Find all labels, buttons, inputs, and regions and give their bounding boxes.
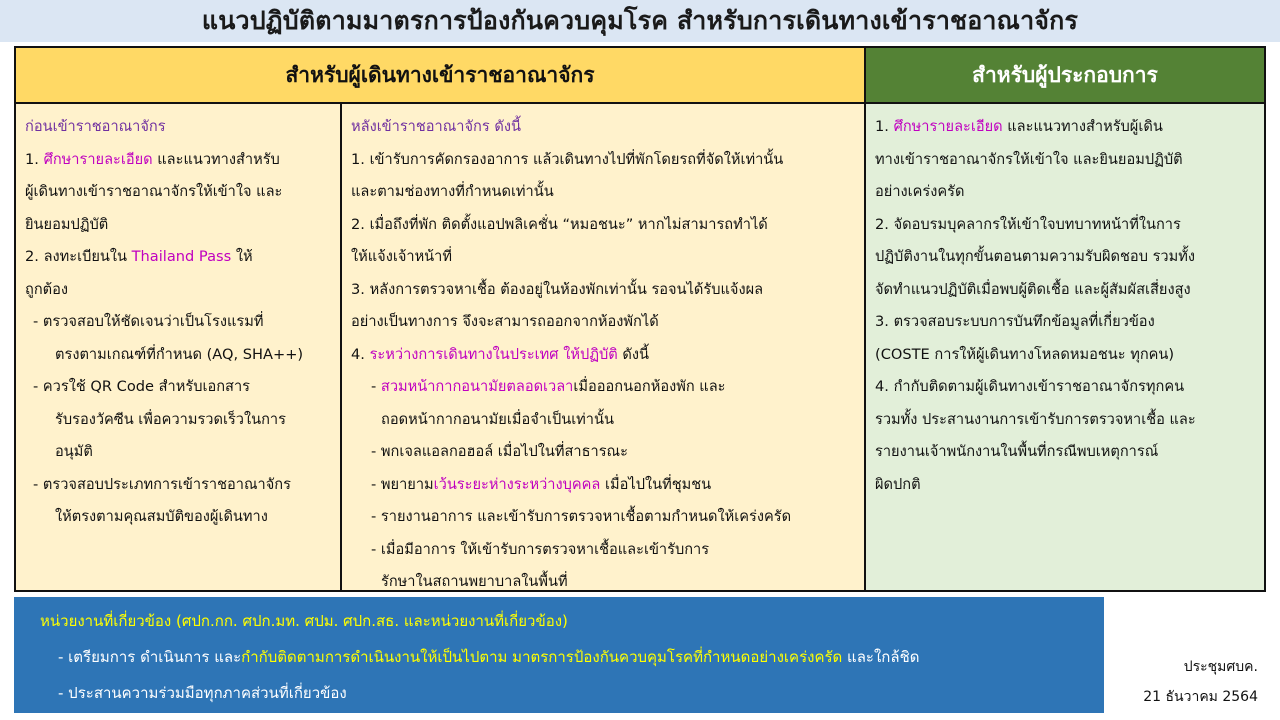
after-entry-item-3: 3. หลังการตรวจหาเชื้อ ต้องอยู่ในห้องพักเท่านั้น รอจนได้รับแจ้งผล <box>351 280 764 298</box>
highlight-study-details: ศึกษารายละเอียด <box>893 118 1003 135</box>
sub-bullet-distance <box>351 469 856 502</box>
item-text: 2. ลงทะเบียนใน <box>25 248 132 265</box>
after-entry-item-2: 2. เมื่อถึงที่พัก ติดตั้งแอปพลิเคชั่น “หมอชนะ” หากไม่สามารถทำได้ <box>351 215 768 233</box>
before-entry-item-2 <box>25 241 332 274</box>
meeting-note <box>1143 652 1258 712</box>
bullet-dash: - <box>371 378 381 395</box>
highlight-domestic-travel: ระหว่างการเดินทางในประเทศ ให้ปฏิบัติ <box>369 345 618 363</box>
bullet-qr-code: - ควรใช้ QR Code สำหรับเอกสาร <box>33 378 250 395</box>
operators-item-3: 3. ตรวจสอบระบบการบันทึกข้อมูลที่เกี่ยวข้อง <box>875 313 1155 330</box>
before-entry-item-2-line-2: ถูกต้อง <box>25 280 69 298</box>
highlight-distancing: เว้นระยะห่างระหว่างบุคคล <box>433 475 601 493</box>
operators-item-4: 4. กำกับติดตามผู้เดินทางเข้าราชอาณาจักรทุกคน <box>875 378 1185 395</box>
item-number: 1. <box>875 118 894 135</box>
highlight-study-details: ศึกษารายละเอียด <box>43 150 153 168</box>
sub-bullet-mask-line-2: ถอดหน้ากากอนามัยเมื่อจำเป็นเท่านั้น <box>381 410 614 428</box>
operators-item-1-line-2: ทางเข้าราชอาณาจักรให้เข้าใจ และยินยอมปฏิบัติ <box>875 150 1183 168</box>
header-travelers-label: สำหรับผู้เดินทางเข้าราชอาณาจักร <box>285 62 595 87</box>
after-entry-item-3-line-2: อย่างเป็นทางการ จึงจะสามารถออกจากห้องพักได้ <box>351 313 659 330</box>
operators-item-2-line-3: จัดทำแนวปฏิบัติเมื่อพบผู้ติดเชื้อ และผู้สัมผัสเสี่ยงสูง <box>875 280 1191 298</box>
highlight-wear-mask: สวมหน้ากากอนามัยตลอดเวลา <box>380 378 574 395</box>
bullet-entry-type: - ตรวจสอบประเภทการเข้าราชอาณาจักร <box>33 475 291 493</box>
agencies-line-1 <box>40 639 1090 675</box>
before-entry-item-1-line-3: ยินยอมปฏิบัติ <box>25 215 109 233</box>
operators-item-2: 2. จัดอบรมบุคลากรให้เข้าใจบทบาทหน้าที่ในการ <box>875 215 1181 233</box>
agencies-line-2: - ประสานความร่วมมือทุกภาคส่วนที่เกี่ยวข้อง <box>58 684 347 702</box>
before-entry-item-1 <box>25 144 332 177</box>
before-entry-column <box>16 104 342 590</box>
sub-bullet-report: - รายงานอาการ และเข้ารับการตรวจหาเชื้อตามกำหนดให้เคร่งครัด <box>371 508 792 525</box>
bullet-hotel-check: - ตรวจสอบให้ชัดเจนว่าเป็นโรงแรมที่ <box>33 313 264 330</box>
header-operators-label: สำหรับผู้ประกอบการ <box>972 62 1158 87</box>
item-text: - เตรียมการ ดำเนินการ และ <box>58 648 242 666</box>
related-agencies-box <box>14 597 1104 713</box>
item-number: 4. <box>351 345 370 363</box>
meeting-date: 21 ธันวาคม 2564 <box>1143 689 1258 705</box>
sub-bullet-gel: - พกเจลแอลกอฮอล์ เมื่อไปในที่สาธารณะ <box>371 443 628 460</box>
item-text: ดังนี้ <box>617 345 649 363</box>
operators-item-4-line-3: รายงานเจ้าพนักงานในพื้นที่กรณีพบเหตุการณ์ <box>875 443 1159 460</box>
operators-item-1 <box>875 111 1256 144</box>
before-entry-heading: ก่อนเข้าราชอาณาจักร <box>25 118 166 135</box>
after-entry-item-1-line-2: และตามช่องทางที่กำหนดเท่านั้น <box>351 183 554 200</box>
item-text: ให้ <box>231 248 253 265</box>
sub-bullet-mask <box>351 371 856 404</box>
bullet-entry-type-line-2: ให้ตรงตามคุณสมบัติของผู้เดินทาง <box>55 508 268 525</box>
item-text: - พยายาม <box>371 475 434 493</box>
highlight-thailand-pass: Thailand Pass <box>131 248 232 265</box>
bullet-hotel-check-line-2: ตรงตามเกณฑ์ที่กำหนด (AQ, SHA++) <box>55 345 304 363</box>
item-text: เมื่อไปในที่ชุมชน <box>600 475 712 493</box>
item-text: และแนวทางสำหรับ <box>152 150 280 168</box>
operators-item-1-line-3: อย่างเคร่งครัด <box>875 183 965 200</box>
meeting-name: ประชุมศบค. <box>1183 659 1258 675</box>
after-entry-column <box>342 104 866 590</box>
item-text: เมื่อออกนอกห้องพัก และ <box>573 378 726 395</box>
item-text: และแนวทางสำหรับผู้เดิน <box>1002 118 1163 135</box>
highlight-monitor-measures: กำกับติดตามการดำเนินงานให้เป็นไปตาม มาตรการป้องกันควบคุมโรคที่กำหนดอย่างเคร่งครัด <box>241 648 843 666</box>
title-bar <box>0 0 1280 42</box>
sub-bullet-symptoms: - เมื่อมีอาการ ให้เข้ารับการตรวจหาเชื้อและเข้ารับการ <box>371 540 710 558</box>
agencies-heading: หน่วยงานที่เกี่ยวข้อง (ศปก.กก. ศปก.มท. ศปม. ศปก.สธ. และหน่วยงานที่เกี่ยวข้อง) <box>40 612 568 630</box>
item-text: และใกล้ชิด <box>842 648 920 666</box>
header-travelers <box>16 48 866 104</box>
bullet-qr-code-line-2: รับรองวัคซีน เพื่อความรวดเร็วในการ <box>55 410 286 428</box>
bullet-qr-code-line-3: อนุมัติ <box>55 443 93 460</box>
operators-item-4-line-2: รวมทั้ง ประสานงานการเข้ารับการตรวจหาเชื้อ และ <box>875 410 1196 428</box>
operators-item-4-line-4: ผิดปกติ <box>875 475 921 493</box>
operators-column <box>866 104 1264 590</box>
header-operators <box>866 48 1264 104</box>
page-title: แนวปฏิบัติตามมาตรการป้องกันควบคุมโรค สำหรับการเดินทางเข้าราชอาณาจักร <box>201 6 1079 35</box>
item-number: 1. <box>25 150 44 168</box>
after-entry-heading: หลังเข้าราชอาณาจักร ดังนี้ <box>351 118 521 135</box>
measures-table <box>14 46 1266 592</box>
after-entry-item-4 <box>351 339 856 372</box>
after-entry-item-2-line-2: ให้แจ้งเจ้าหน้าที่ <box>351 248 452 265</box>
operators-item-2-line-2: ปฏิบัติงานในทุกขั้นตอนตามความรับผิดชอบ รวมทั้ง <box>875 248 1195 265</box>
before-entry-item-1-line-2: ผู้เดินทางเข้าราชอาณาจักรให้เข้าใจ และ <box>25 183 283 200</box>
operators-item-3-line-2: (COSTE การให้ผู้เดินทางโหลดหมอชนะ ทุกคน) <box>875 345 1175 363</box>
after-entry-item-1: 1. เข้ารับการคัดกรองอาการ แล้วเดินทางไปที่พักโดยรถที่จัดให้เท่านั้น <box>351 150 784 168</box>
sub-bullet-symptoms-line-2: รักษาในสถานพยาบาลในพื้นที่ <box>381 573 568 590</box>
